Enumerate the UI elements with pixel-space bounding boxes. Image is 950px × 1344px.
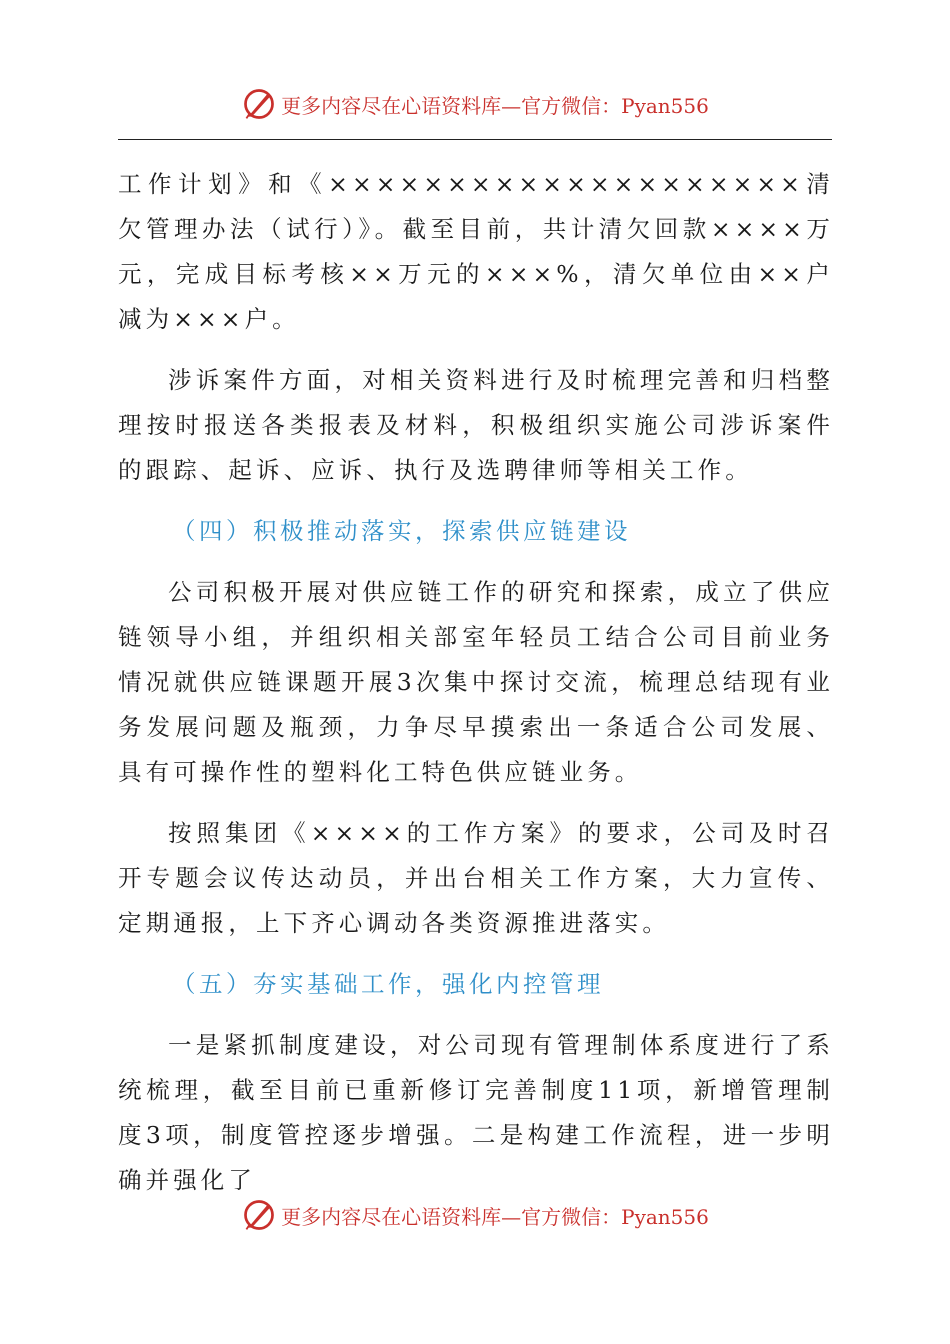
header-banner — [0, 84, 950, 124]
section-heading-5: （五）夯实基础工作，强化内控管理 — [172, 970, 604, 998]
document-body — [118, 162, 834, 1219]
banner-text: 更多内容尽在心语资料库—官方微信：Pyan556 — [281, 1204, 709, 1229]
paragraph-group-plan: 按照集团《××××的工作方案》的要求，公司及时召开专题会议传达动员，并出台相关工作方案，大力宣传、定期通报，上下齐心调动各类资源推进落实。 — [118, 819, 834, 937]
header-divider — [118, 139, 832, 140]
paragraph-system-building: 一是紧抓制度建设，对公司现有管理制体系度进行了系统梳理，截至目前已重新修订完善制度11项，新增管理制度3项，制度管控逐步增强。二是构建工作流程，进一步明确并强化了 — [118, 1031, 834, 1194]
footer-banner — [0, 1195, 950, 1235]
banner-text: 更多内容尽在心语资料库—官方微信：Pyan556 — [281, 93, 709, 118]
quill-logo-icon — [241, 86, 277, 122]
section-heading-4: （四）积极推动落实，探索供应链建设 — [172, 517, 631, 545]
quill-logo-icon — [241, 1197, 277, 1233]
paragraph-litigation: 涉诉案件方面，对相关资料进行及时梳理完善和归档整理按时报送各类报表及材料，积极组织实施公司涉诉案件的跟踪、起诉、应诉、执行及选聘律师等相关工作。 — [118, 366, 834, 484]
paragraph-supply-chain: 公司积极开展对供应链工作的研究和探索，成立了供应链领导小组，并组织相关部室年轻员工结合公司目前业务情况就供应链课题开展3次集中探讨交流，梳理总结现有业务发展问题及瓶颈，力争尽早摸索出一条适合公司发展、具有可操作性的塑料化工特色供应链业务。 — [118, 578, 834, 786]
paragraph-debt-collection: 工作计划》和《××××××××××××××××××××清欠管理办法（试行）》。截至目前，共计清欠回款××××万元，完成目标考核××万元的×××%，清欠单位由××户减为×××户。 — [118, 170, 834, 333]
